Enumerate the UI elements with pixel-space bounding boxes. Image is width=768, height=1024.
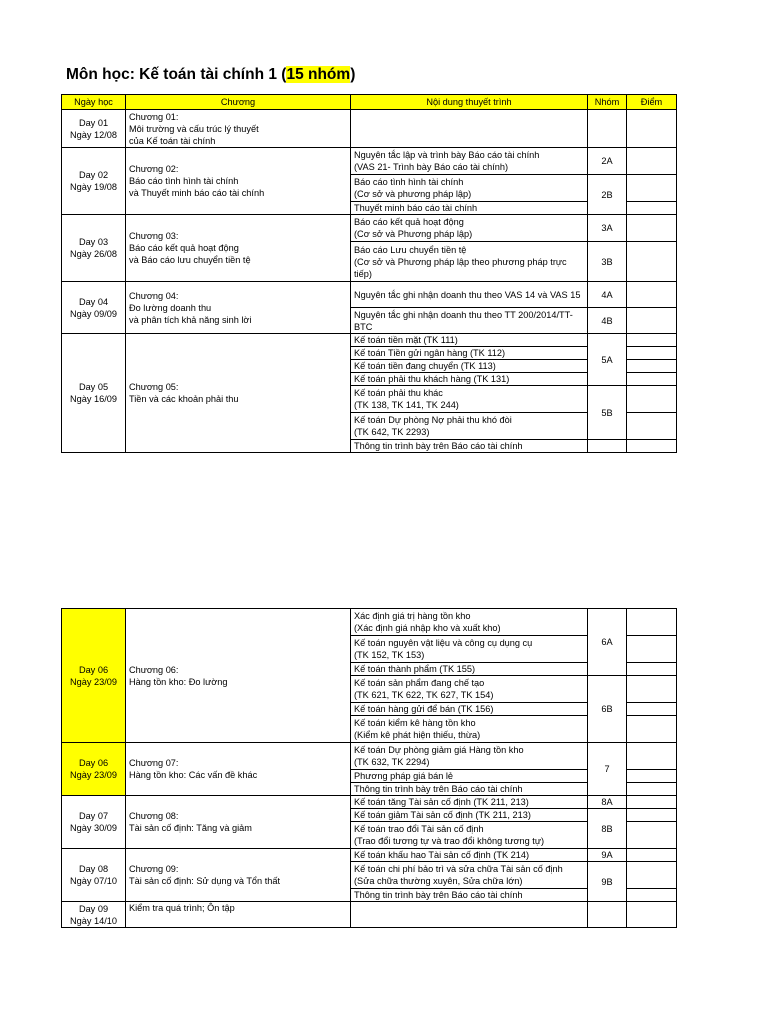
score-cell[interactable] [627, 822, 677, 849]
score-cell[interactable] [627, 334, 677, 347]
day-cell: Day 08 Ngày 07/10 [62, 849, 126, 902]
score-cell[interactable] [627, 743, 677, 770]
content-cell: Kế toán thành phẩm (TK 155) [351, 663, 588, 676]
title-prefix: Môn học: Kế toán tài chính 1 ( [66, 66, 287, 83]
table-1-body [62, 110, 677, 453]
chapter-cell: Chương 02: Báo cáo tình hình tài chính và Thuyết minh báo cáo tài chính [126, 148, 351, 215]
content-cell: Kế toán phải thu khác (TK 138, TK 141, TK 244) [351, 386, 588, 413]
score-cell[interactable] [627, 386, 677, 413]
content-cell: Xác định giá trị hàng tồn kho (Xác định giá nhập kho và xuất kho) [351, 609, 588, 636]
content-cell: Báo cáo kết quả hoạt động (Cơ sở và Phương pháp lập) [351, 215, 588, 242]
header-group: Nhóm [588, 95, 627, 110]
score-cell[interactable] [627, 440, 677, 453]
table-row [62, 743, 677, 770]
score-cell[interactable] [627, 809, 677, 822]
content-cell: Báo cáo Lưu chuyển tiền tệ (Cơ sở và Phương pháp lập theo phương pháp trực tiếp) [351, 242, 588, 282]
content-cell: Kế toán kiểm kê hàng tồn kho (Kiểm kê phát hiện thiếu, thừa) [351, 716, 588, 743]
score-cell[interactable] [627, 703, 677, 716]
day-cell: Day 06 Ngày 23/09 [62, 609, 126, 743]
content-cell: Nguyên tắc ghi nhận doanh thu theo TT 200/2014/TT-BTC [351, 308, 588, 334]
group-cell [588, 902, 627, 928]
chapter-cell: Chương 01: Môi trường và cấu trúc lý thuyết của Kế toán tài chính [126, 110, 351, 148]
content-cell: Kế toán chi phí bảo trì và sửa chữa Tài sản cố định (Sửa chữa thường xuyên, Sửa chữa lớn) [351, 862, 588, 889]
group-cell: 6A [588, 609, 627, 676]
content-cell: Thuyết minh báo cáo tài chính [351, 202, 588, 215]
content-cell: Kế toán khấu hao Tài sản cố định (TK 214) [351, 849, 588, 862]
title-highlight: 15 nhóm [286, 66, 351, 83]
group-cell: 4A [588, 282, 627, 308]
page-title [66, 66, 355, 84]
group-cell: 2B [588, 175, 627, 215]
chapter-cell: Chương 05: Tiền và các khoản phải thu [126, 334, 351, 453]
chapter-cell: Chương 06: Hàng tồn kho: Đo lường [126, 609, 351, 743]
header-score: Điểm [627, 95, 677, 110]
day-cell: Day 06 Ngày 23/09 [62, 743, 126, 796]
score-cell[interactable] [627, 902, 677, 928]
score-cell[interactable] [627, 282, 677, 308]
header-day: Ngày học [62, 95, 126, 110]
group-cell: 8B [588, 809, 627, 849]
day-cell: Day 03 Ngày 26/08 [62, 215, 126, 282]
score-cell[interactable] [627, 347, 677, 360]
score-cell[interactable] [627, 215, 677, 242]
chapter-cell: Chương 03: Báo cáo kết quả hoạt động và Báo cáo lưu chuyển tiền tệ [126, 215, 351, 282]
content-cell: Kế toán giảm Tài sản cố định (TK 211, 213) [351, 809, 588, 822]
score-cell[interactable] [627, 609, 677, 636]
table-row [62, 796, 677, 809]
content-cell: Kế toán hàng gửi để bán (TK 156) [351, 703, 588, 716]
table-row [62, 902, 677, 928]
score-cell[interactable] [627, 360, 677, 373]
content-cell: Kế toán tiền đang chuyển (TK 113) [351, 360, 588, 373]
day-cell: Day 07 Ngày 30/09 [62, 796, 126, 849]
chapter-cell: Kiểm tra quá trình; Ôn tập [126, 902, 351, 928]
score-cell[interactable] [627, 783, 677, 796]
table-row [62, 849, 677, 862]
score-cell[interactable] [627, 373, 677, 386]
title-suffix: ) [350, 66, 356, 83]
header-content: Nội dung thuyết trình [351, 95, 588, 110]
content-cell [351, 902, 588, 928]
table-2-body [62, 609, 677, 928]
content-cell: Kế toán trao đổi Tài sản cố định (Trao đổi tương tự và trao đổi không tương tự) [351, 822, 588, 849]
content-cell: Báo cáo tình hình tài chính (Cơ sở và phương pháp lập) [351, 175, 588, 202]
group-cell: 3A [588, 215, 627, 242]
group-cell [588, 110, 627, 148]
table-row [62, 215, 677, 242]
group-cell: 7 [588, 743, 627, 796]
content-cell: Kế toán tăng Tài sản cố định (TK 211, 213) [351, 796, 588, 809]
content-cell: Kế toán Dự phòng giảm giá Hàng tồn kho (TK 632, TK 2294) [351, 743, 588, 770]
group-cell: 6B [588, 676, 627, 743]
day-cell: Day 09 Ngày 14/10 [62, 902, 126, 928]
content-cell: Nguyên tắc lập và trình bày Báo cáo tài chính (VAS 21- Trình bày Báo cáo tài chính) [351, 148, 588, 175]
score-cell[interactable] [627, 676, 677, 703]
content-cell: Thông tin trình bày trên Báo cáo tài chính [351, 783, 588, 796]
chapter-cell: Chương 07: Hàng tồn kho: Các vấn đề khác [126, 743, 351, 796]
content-cell: Kế toán tiền mặt (TK 111) [351, 334, 588, 347]
content-cell: Phương pháp giá bán lẻ [351, 770, 588, 783]
score-cell[interactable] [627, 175, 677, 202]
score-cell[interactable] [627, 148, 677, 175]
content-cell: Kế toán sản phẩm đang chế tạo (TK 621, TK 622, TK 627, TK 154) [351, 676, 588, 703]
chapter-cell: Chương 09: Tài sản cố định: Sử dụng và Tổn thất [126, 849, 351, 902]
score-cell[interactable] [627, 796, 677, 809]
chapter-cell: Chương 08: Tài sản cố định: Tăng và giảm [126, 796, 351, 849]
group-cell: 4B [588, 308, 627, 334]
group-cell: 9A [588, 849, 627, 862]
content-cell [351, 110, 588, 148]
score-cell[interactable] [627, 889, 677, 902]
table-row [62, 334, 677, 347]
group-cell [588, 440, 627, 453]
content-cell: Thông tin trình bày trên Báo cáo tài chính [351, 889, 588, 902]
day-cell: Day 05 Ngày 16/09 [62, 334, 126, 453]
score-cell[interactable] [627, 110, 677, 148]
table-row [62, 609, 677, 636]
content-cell: Kế toán phải thu khách hàng (TK 131) [351, 373, 588, 386]
table-row [62, 148, 677, 175]
content-cell: Kế toán nguyên vật liệu và công cụ dụng cụ (TK 152, TK 153) [351, 636, 588, 663]
day-cell: Day 01 Ngày 12/08 [62, 110, 126, 148]
schedule-table-1 [61, 94, 677, 453]
content-cell: Thông tin trình bày trên Báo cáo tài chính [351, 440, 588, 453]
group-cell: 2A [588, 148, 627, 175]
table-row [62, 110, 677, 148]
group-cell: 9B [588, 862, 627, 902]
score-cell[interactable] [627, 242, 677, 282]
chapter-cell: Chương 04: Đo lường doanh thu và phân tích khả năng sinh lời [126, 282, 351, 334]
score-cell[interactable] [627, 862, 677, 889]
score-cell[interactable] [627, 849, 677, 862]
table-row [62, 282, 677, 308]
header-row [62, 95, 677, 110]
header-chapter: Chương [126, 95, 351, 110]
group-cell: 3B [588, 242, 627, 282]
content-cell: Kế toán Tiền gửi ngân hàng (TK 112) [351, 347, 588, 360]
score-cell[interactable] [627, 663, 677, 676]
score-cell[interactable] [627, 636, 677, 663]
score-cell[interactable] [627, 716, 677, 743]
score-cell[interactable] [627, 308, 677, 334]
score-cell[interactable] [627, 413, 677, 440]
score-cell[interactable] [627, 202, 677, 215]
day-cell: Day 04 Ngày 09/09 [62, 282, 126, 334]
score-cell[interactable] [627, 770, 677, 783]
group-cell: 5B [588, 386, 627, 440]
content-cell: Kế toán Dự phòng Nợ phải thu khó đòi (TK 642, TK 2293) [351, 413, 588, 440]
day-cell: Day 02 Ngày 19/08 [62, 148, 126, 215]
content-cell: Nguyên tắc ghi nhận doanh thu theo VAS 14 và VAS 15 [351, 282, 588, 308]
schedule-table-2 [61, 608, 677, 928]
group-cell: 8A [588, 796, 627, 809]
group-cell: 5A [588, 334, 627, 386]
